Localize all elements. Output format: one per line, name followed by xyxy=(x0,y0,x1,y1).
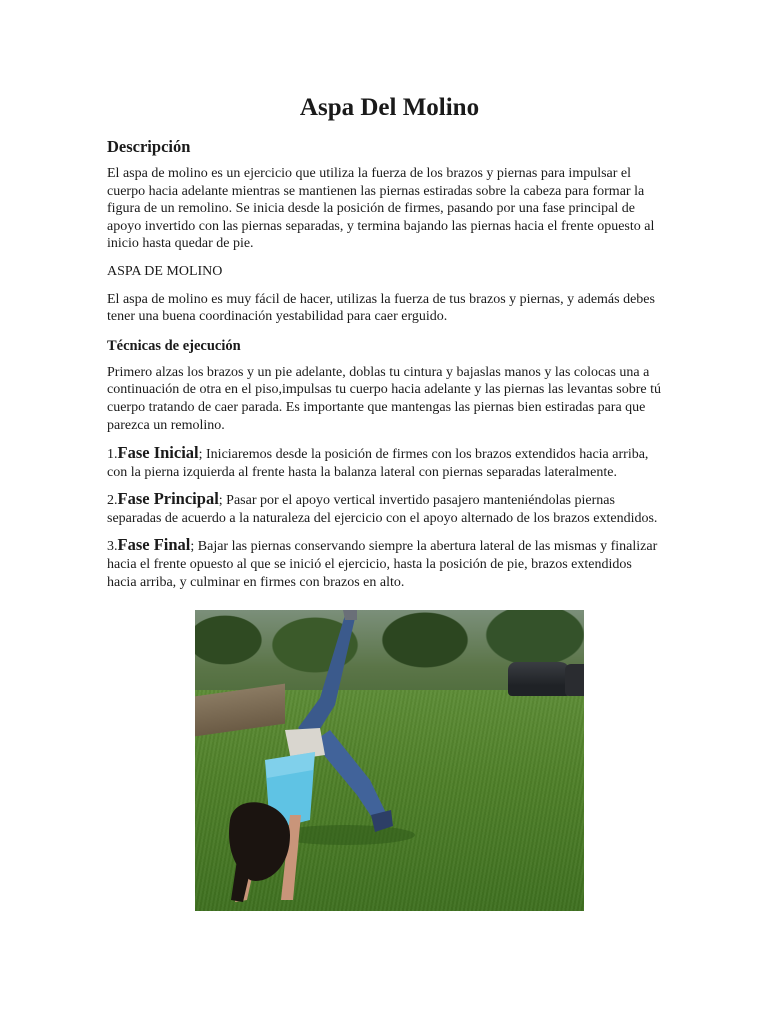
phase-label: Fase Inicial xyxy=(117,443,199,463)
document-page xyxy=(107,92,662,592)
raised-leg xyxy=(298,615,355,740)
description-paragraph: El aspa de molino es un ejercicio que utiliza la fuerza de los brazos y piernas para impulsar el cuerpo hacia adelante mientras se mantienen las piernas estiradas sobre la cabeza para formar la figura de un remolino. Se inicia desde la posición de firmes, pasando por una fase principal de apoyo invertido con las piernas separadas, y termina bajando las piernas hacia el frente opuesto al inicio hasta quedar de pie. xyxy=(107,166,655,252)
lower-leg xyxy=(313,730,387,822)
phase-item-initial xyxy=(107,444,662,482)
description-heading: Descripción xyxy=(107,137,191,156)
photo-person-cartwheel xyxy=(195,610,584,911)
page-title: Aspa Del Molino xyxy=(299,94,480,121)
phase-number: 2. xyxy=(107,493,118,509)
techniques-heading: Técnicas de ejecución xyxy=(107,337,241,354)
techniques-paragraph: Primero alzas los brazos y un pie adelante, doblas tu cintura y bajaslas manos y las colocas una a continuación de otra en el piso,impulsas tu cuerpo hacia adelante y las piernas las levantas sobre tú cuerpo tratando de caer parada. Es importante que mantengas las piernas bien estiradas para que parezca un remolino. xyxy=(107,364,661,433)
phase-label: Fase Final xyxy=(117,535,191,555)
cartwheel-photo xyxy=(195,610,584,911)
phase-text: ; Iniciaremos desde la posición de firmes con los brazos extendidos hacia arriba, con la pierna izquierda al frente hasta la balanza lateral con piernas separadas lateralmente. xyxy=(107,447,649,481)
phase-text: ; Bajar las piernas conservando siempre la abertura lateral de las mismas y finalizar hacia el frente opuesto al que se inició el ejercicio, hasta la posición de pie, brazos extendidos hacia arriba, y culminar en firmes con brazos en alto. xyxy=(107,539,658,591)
phase-number: 3. xyxy=(107,539,118,555)
phase-label: Fase Principal xyxy=(117,489,219,509)
ease-paragraph: El aspa de molino es muy fácil de hacer, utilizas la fuerza de tus brazos y piernas, y además debes tener una buena coordinación yestabilidad para caer erguido. xyxy=(107,291,655,325)
phase-item-final xyxy=(107,536,662,592)
phase-number: 1. xyxy=(107,447,118,463)
caps-subtitle: ASPA DE MOLINO xyxy=(107,263,223,279)
phase-item-principal xyxy=(107,490,662,528)
phase-text: ; Pasar por el apoyo vertical invertido pasajero manteniéndolas piernas separadas de acuerdo a la naturaleza del ejercicio con el apoyo alternado de los brazos extendidos. xyxy=(107,493,658,527)
